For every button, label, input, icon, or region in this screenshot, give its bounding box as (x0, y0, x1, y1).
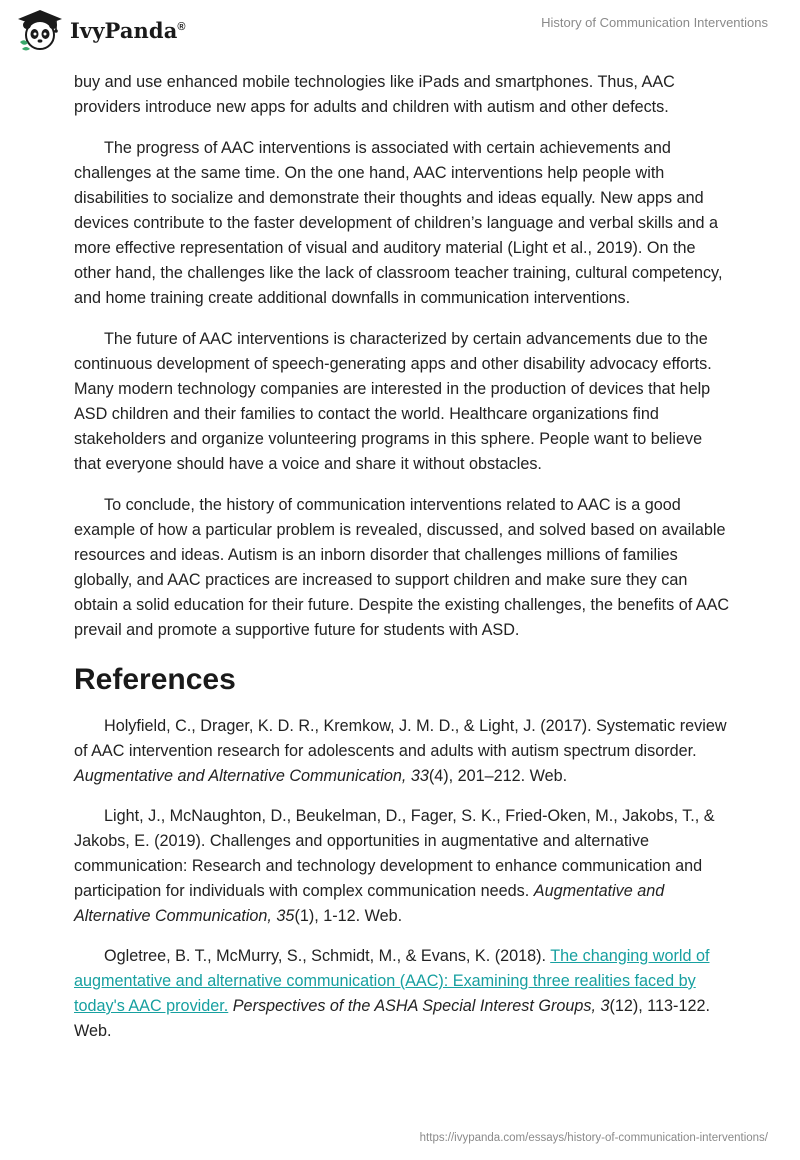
reference-link[interactable]: The changing world of augmentative and alternative communication (AAC): Examining three realities faced by today's AAC provider. (74, 947, 710, 1015)
paragraph-conclusion: To conclude, the history of communication interventions related to AAC is a good example of how a particular problem is revealed, discussed, and solved based on available resources and ideas. Autism is an inborn disorder that challenges millions of families globally, and AAC practices are increased to support children and make sure they can obtain a solid education for their future. Despite the existing challenges, the benefits of AAC prevail and promote a supportive future for students with ASD. (74, 496, 730, 639)
ivypanda-logo[interactable] (16, 8, 186, 52)
document-title: History of Communication Interventions (541, 15, 768, 30)
essay-content (74, 70, 730, 1059)
reference-pages: (4), 201–212. Web. (428, 767, 568, 785)
paragraph-future: The future of AAC interventions is characterized by certain advancements due to the continuous development of speech-generating apps and other disability advocacy efforts. Many modern technology companies are interested in the production of devices that help ASD children and their families to contact the world. Healthcare organizations find stakeholders and organize volunteering programs in this sphere. People want to believe that everyone should have a voice and share it without obstacles. (74, 330, 712, 473)
reference-journal: Augmentative and Alternative Communication, 35 (74, 882, 665, 925)
footer-url[interactable]: https://ivypanda.com/essays/history-of-communication-interventions/ (419, 1132, 768, 1144)
references-heading: References (74, 663, 236, 696)
reference-light (74, 804, 730, 929)
paragraph-progress: The progress of AAC interventions is associated with certain achievements and challenges at the same time. On the one hand, AAC interventions help people with disabilities to socialize and demonstrate their thoughts and ideas equally. New apps and devices contribute to the faster development of children’s language and verbal skills and a more effective representation of visual and auditory material (Light et al., 2019). On the other hand, the challenges like the lack of classroom teacher training, cultural competency, and home training create additional downfalls in communication interventions. (74, 139, 723, 307)
reference-journal: Augmentative and Alternative Communication, 33 (74, 767, 429, 785)
paragraph-continuation: buy and use enhanced mobile technologies like iPads and smartphones. Thus, AAC providers introduce new apps for adults and children with autism and other defects. (74, 73, 675, 116)
reference-journal: Perspectives of the ASHA Special Interest Groups, 3 (228, 997, 610, 1015)
reference-ogletree (74, 944, 730, 1044)
reference-text: Light, J., McNaughton, D., Beukelman, D., Fager, S. K., Fried-Oken, M., Jakobs, T., & Jakobs, E. (2019). Challenges and opportunities in augmentative and alternative communication: Research and technology development to enhance communication and participation for individuals with complex communication needs. (74, 807, 715, 900)
logo-wordmark: IvyPanda® (70, 17, 186, 43)
page-header (0, 0, 800, 64)
reference-pages: (12), 113-122. Web. (74, 997, 710, 1040)
panda-graduate-icon (16, 8, 64, 52)
reference-text: Ogletree, B. T., McMurry, S., Schmidt, M., & Evans, K. (2018). (104, 947, 551, 965)
reference-holyfield (74, 714, 730, 789)
references-list (74, 714, 730, 1044)
reference-pages: (1), 1-12. Web. (294, 907, 403, 925)
reference-text: Holyfield, C., Drager, K. D. R., Kremkow, J. M. D., & Light, J. (2017). Systematic review of AAC intervention research for adolescents and adults with autism spectrum disorder. (74, 717, 727, 760)
